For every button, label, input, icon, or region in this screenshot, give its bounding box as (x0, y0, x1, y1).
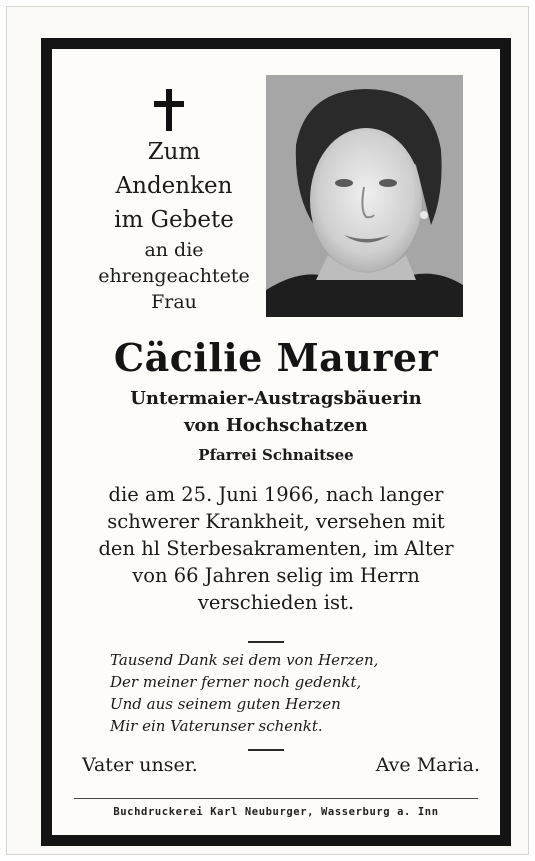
obituary-text (74, 481, 478, 616)
printer-imprint: Buchdruckerei Karl Neuburger, Wasserburg a. Inn (113, 806, 439, 818)
footer-divider (74, 798, 478, 799)
obituary-line: von 66 Jahren selig im Herrn (132, 564, 420, 587)
verse-line: Und aus seinem guten Herzen (110, 695, 341, 713)
memorial-line-4: an die (144, 239, 204, 261)
verse (110, 649, 470, 737)
divider (248, 641, 284, 643)
prayer-ave-maria: Ave Maria. (375, 754, 480, 776)
memorial-heading (64, 135, 284, 315)
verse-line: Mir ein Vaterunser schenkt. (110, 717, 323, 735)
obituary-line: verschieden ist. (197, 591, 355, 614)
deceased-place: von Hochschatzen (184, 415, 368, 436)
obituary-line: den hl Sterbesakramenten, im Alter (98, 537, 454, 560)
memorial-line-5: ehrengeachtete (98, 265, 250, 287)
memorial-line-2: Andenken (115, 173, 233, 199)
deceased-parish: Pfarrei Schnaitsee (198, 446, 354, 464)
obituary-line: die am 25. Juni 1966, nach langer (108, 483, 444, 506)
obituary-line: schwerer Krankheit, versehen mit (107, 510, 445, 533)
memorial-line-1: Zum (147, 139, 201, 165)
cross-icon (152, 89, 188, 131)
portrait-photo (266, 75, 463, 317)
card-paper (6, 6, 529, 855)
verse-line: Der meiner ferner noch gedenkt, (110, 673, 362, 691)
prayer-vater-unser: Vater unser. (82, 754, 198, 776)
memorial-card (41, 38, 511, 846)
deceased-title: Untermaier-Austragsbäuerin (130, 388, 422, 409)
memorial-line-3: im Gebete (114, 207, 234, 233)
divider (248, 749, 284, 751)
verse-line: Tausend Dank sei dem von Herzen, (110, 651, 379, 669)
deceased-name: Cäcilie Maurer (113, 335, 439, 380)
memorial-line-6: Frau (151, 291, 197, 313)
